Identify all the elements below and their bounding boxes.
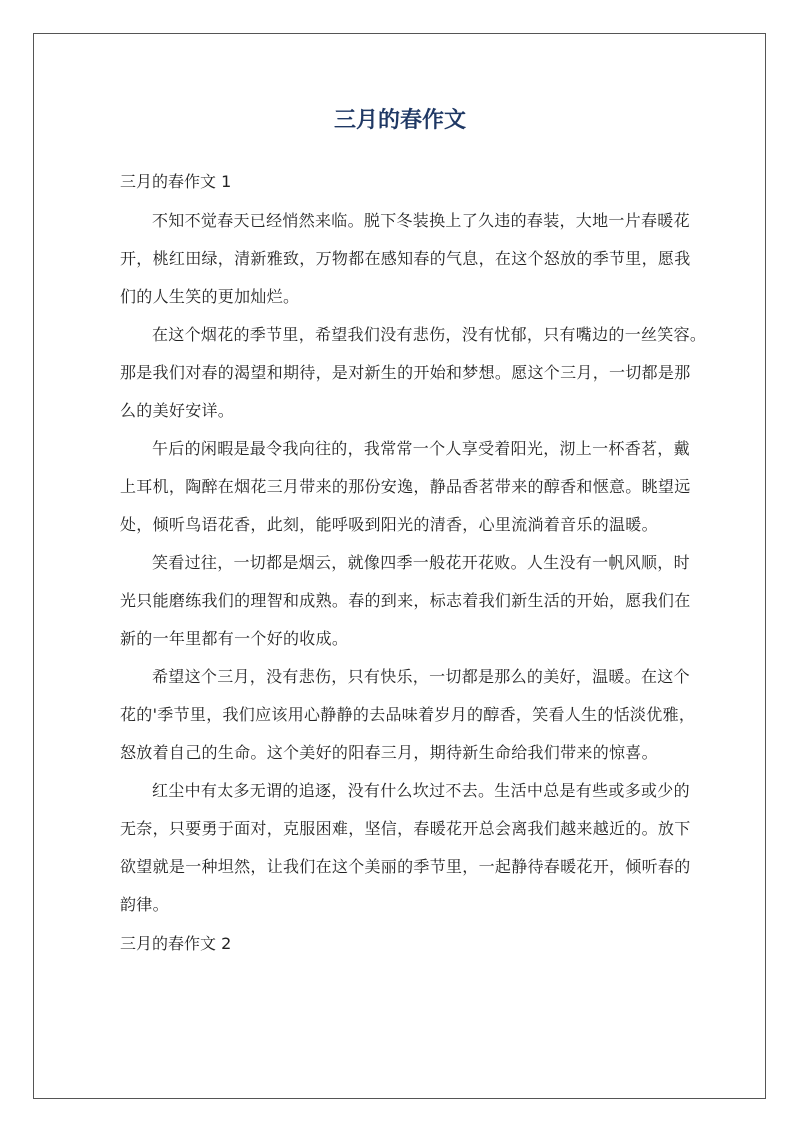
paragraph-3: [120, 430, 691, 544]
section-heading-1: 三月的春作文 1: [120, 172, 232, 191]
section-heading-2: 三月的春作文 2: [120, 934, 232, 953]
paragraph-line: 上耳机，陶醉在烟花三月带来的那份安逸，静品香茗带来的醇香和惬意。眺望远: [120, 477, 691, 496]
document-title: 三月的春作文: [333, 108, 466, 133]
paragraph-line: 无奈，只要勇于面对，克服困难，坚信，春暖花开总会离我们越来越近的。放下: [120, 819, 691, 838]
paragraph-line: 么的美好安详。: [120, 401, 235, 420]
paragraph-line: 欲望就是一种坦然，让我们在这个美丽的季节里，一起静待春暖花开，倾听春的: [120, 857, 691, 876]
paragraph-line: 希望这个三月，没有悲伤，只有快乐，一切都是那么的美好，温暖。在这个: [152, 667, 690, 686]
paragraph-line: 午后的闲暇是最令我向往的，我常常一个人享受着阳光，沏上一杯香茗，戴: [152, 439, 690, 458]
document-body: [120, 170, 707, 956]
paragraph-line: 那是我们对春的渴望和期待，是对新生的开始和梦想。愿这个三月，一切都是那: [120, 363, 691, 382]
paragraph-2: [120, 316, 707, 430]
paragraph-4: [120, 544, 691, 658]
paragraph-line: 处，倾听鸟语花香，此刻，能呼吸到阳光的清香，心里流淌着音乐的温暖。: [120, 515, 658, 534]
paragraph-6: [120, 772, 691, 924]
paragraph-line: 们的人生笑的更加灿烂。: [120, 287, 300, 306]
paragraph-5: [120, 658, 696, 772]
paragraph-line: 笑看过往，一切都是烟云，就像四季一般花开花败。人生没有一帆风顺，时: [152, 553, 690, 572]
paragraph-line: 光只能磨练我们的理智和成熟。春的到来，标志着我们新生活的开始，愿我们在: [120, 591, 691, 610]
paragraph-line: 新的一年里都有一个好的收成。: [120, 629, 349, 648]
paragraph-line: 韵律。: [120, 895, 169, 914]
paragraph-line: 在这个烟花的季节里，希望我们没有悲伤，没有忧郁，只有嘴边的一丝笑容。: [152, 325, 707, 344]
paragraph-line: 开，桃红田绿，清新雅致，万物都在感知春的气息，在这个怒放的季节里，愿我: [120, 249, 691, 268]
paragraph-line: 怒放着自己的生命。这个美好的阳春三月，期待新生命给我们带来的惊喜。: [120, 743, 658, 762]
paragraph-line: 花的'季节里，我们应该用心静静的去品味着岁月的醇香，笑看人生的恬淡优雅，: [120, 705, 696, 724]
paragraph-line: 红尘中有太多无谓的追逐，没有什么坎过不去。生活中总是有些或多或少的: [152, 781, 690, 800]
paragraph-line: 不知不觉春天已经悄然来临。脱下冬装换上了久违的春装，大地一片春暖花: [152, 211, 690, 230]
paragraph-1: [120, 202, 691, 316]
